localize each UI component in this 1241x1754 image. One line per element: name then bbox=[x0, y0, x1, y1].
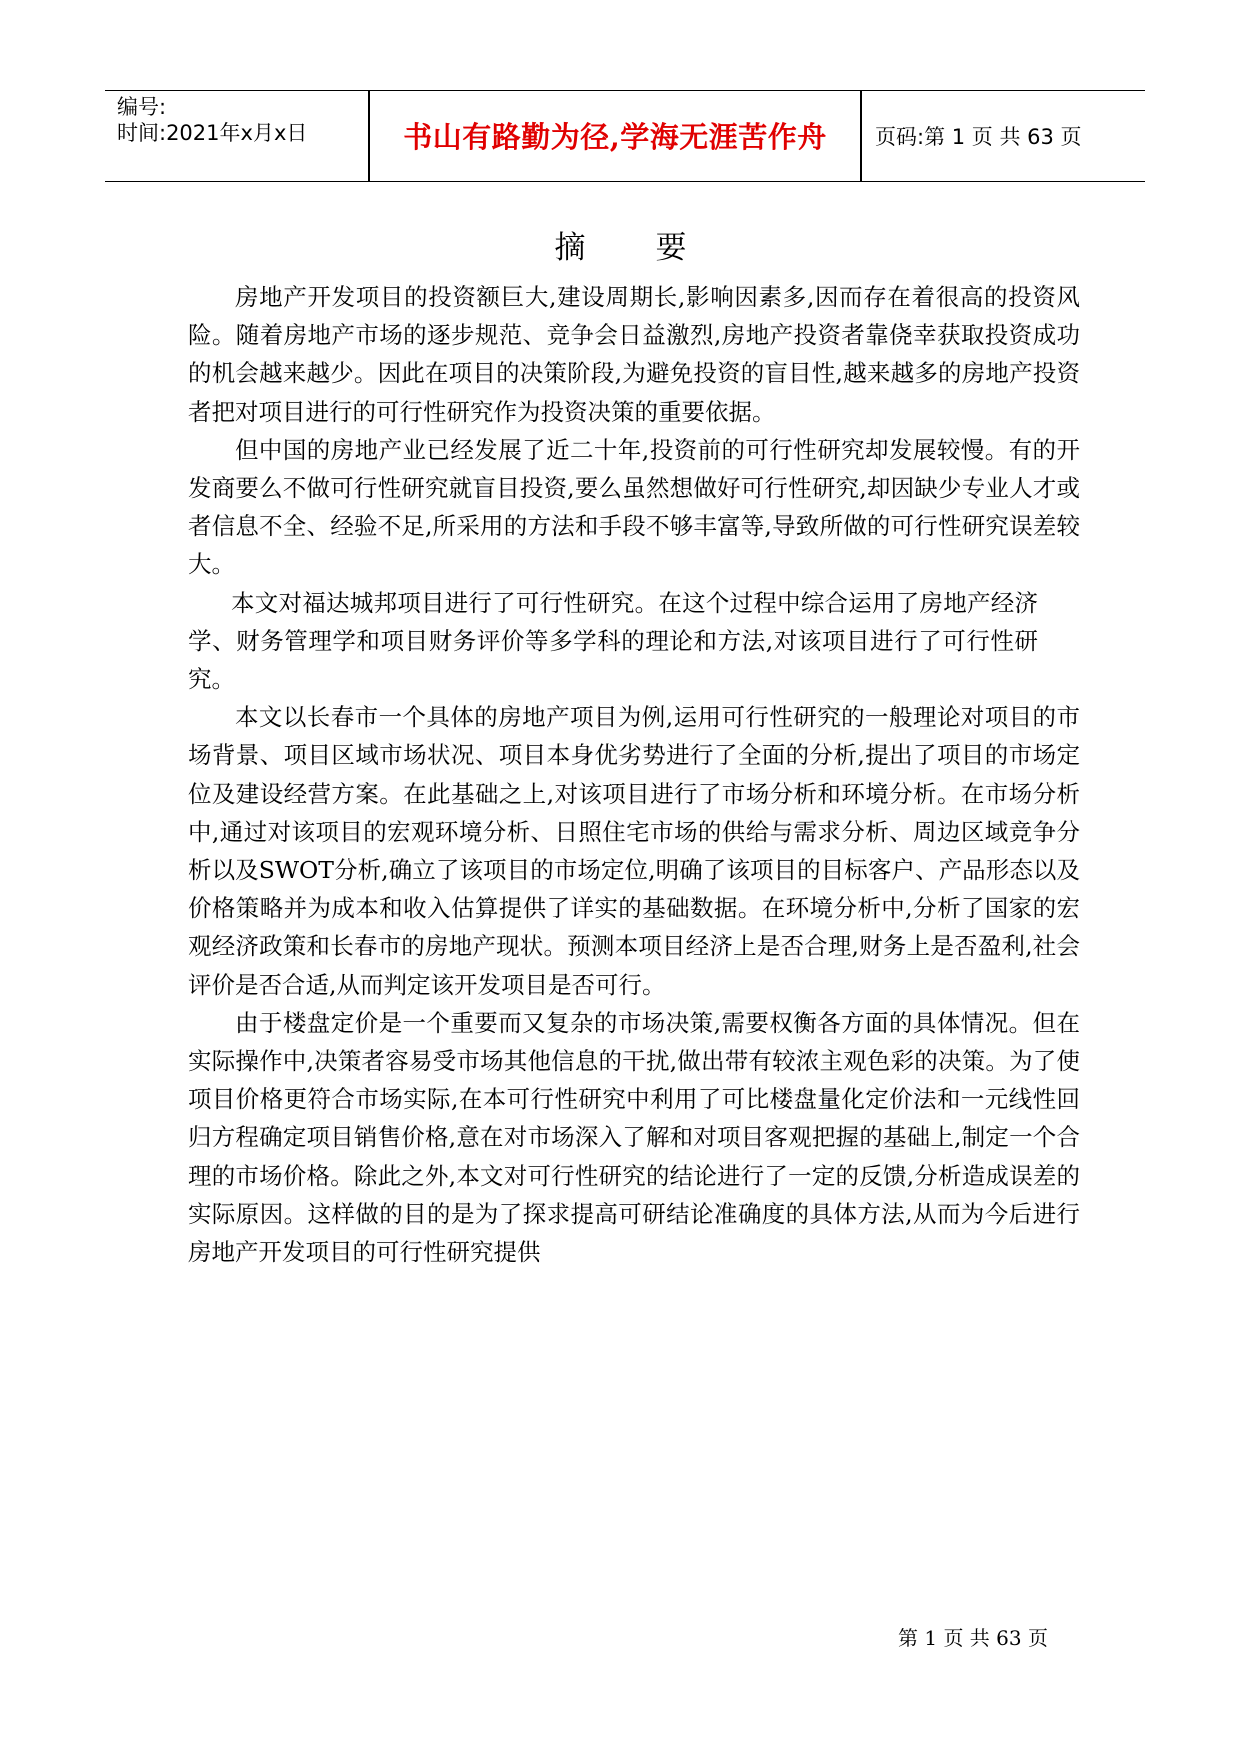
paragraph-4: 本文以长春市一个具体的房地产项目为例,运用可行性研究的一般理论对项目的市场背景、项目区域市场状况、项目本身优劣势进行了全面的分析,提出了项目的市场定位及建设经营方案。在此基础之上,对该项目进行了市场分析和环境分析。在市场分析中,通过对该项目的宏观环境分析、日照住宅市场的供给与需求分析、周边区域竞争分析以及SWOT分析,确立了该项目的市场定位,明确了该项目的目标客户、产品形态以及价格策略并为成本和收入估算提供了详实的基础数据。在环境分析中,分析了国家的宏观经济政策和长春市的房地产现状。预测本项目经济上是否合理,财务上是否盈利,社会评价是否合适,从而判定该开发项目是否可行。 bbox=[188, 703, 1080, 999]
page-footer: 第 1 页 共 63 页 bbox=[898, 1626, 1048, 1650]
header-meta bbox=[117, 91, 367, 181]
header-divider-right bbox=[860, 91, 862, 181]
paragraph-3: 本文对福达城邦项目进行了可行性研究。在这个过程中综合运用了房地产经济学、财务管理学和项目财务评价等多学科的理论和方法,对该项目进行了可行性研究。 bbox=[188, 588, 1038, 694]
header-page-info: 页码:第 1 页 共 63 页 bbox=[875, 125, 1082, 149]
document-time-label: 时间:2021年x月x日 bbox=[117, 121, 308, 145]
paragraph-2: 但中国的房地产业已经发展了近二十年,投资前的可行性研究却发展较慢。有的开发商要么不做可行性研究就盲目投资,要么虽然想做好可行性研究,却因缺少专业人才或者信息不全、经验不足,所采用的方法和手段不够丰富等,导致所做的可行性研究误差较大。 bbox=[188, 435, 1080, 579]
document-title: 摘要 bbox=[554, 230, 757, 266]
page-header bbox=[105, 90, 1145, 182]
paragraph-1: 房地产开发项目的投资额巨大,建设周期长,影响因素多,因而存在着很高的投资风险。随着房地产市场的逐步规范、竞争会日益激烈,房地产投资者靠侥幸获取投资成功的机会越来越少。因此在项目的决策阶段,为避免投资的盲目性,越来越多的房地产投资者把对项目进行的可行性研究作为投资决策的重要依据。 bbox=[188, 283, 1080, 426]
paragraph-5: 由于楼盘定价是一个重要而又复杂的市场决策,需要权衡各方面的具体情况。但在实际操作中,决策者容易受市场其他信息的干扰,做出带有较浓主观色彩的决策。为了使项目价格更符合市场实际,在本可行性研究中利用了可比楼盘量化定价法和一元线性回归方程确定项目销售价格,意在对市场深入了解和对项目客观把握的基础上,制定一个合理的市场价格。除此之外,本文对可行性研究的结论进行了一定的反馈,分析造成误差的实际原因。这样做的目的是为了探求提高可研结论准确度的具体方法,从而为今后进行房地产开发项目的可行性研究提供 bbox=[188, 1008, 1080, 1267]
document-number-label: 编号: bbox=[117, 95, 167, 119]
document-body bbox=[188, 278, 1080, 1271]
header-motto: 书山有路勤为径,学海无涯苦作舟 bbox=[403, 120, 827, 154]
